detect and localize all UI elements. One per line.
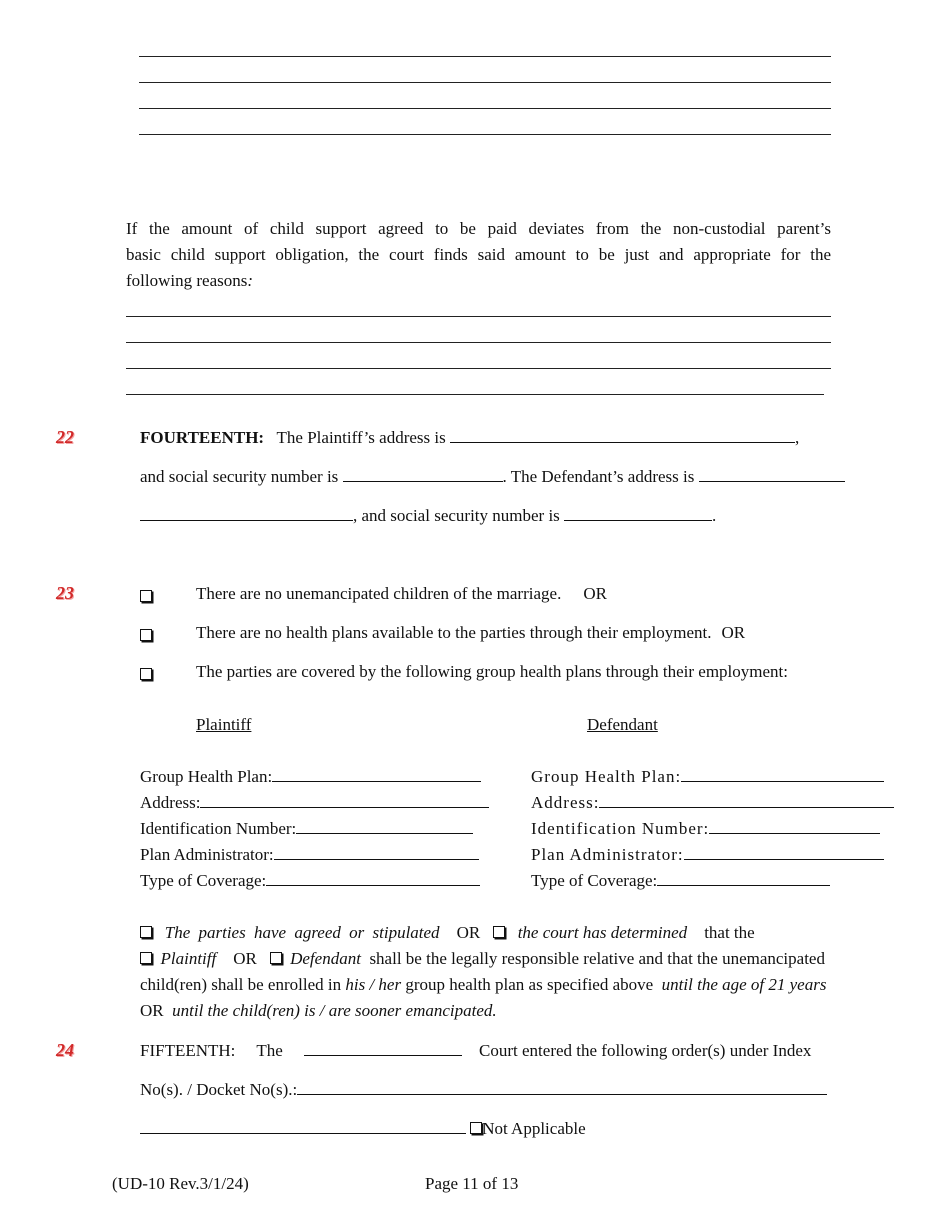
field-label: Address:	[140, 793, 201, 812]
plaintiff-type-of-coverage	[140, 871, 480, 891]
defendant-address-field[interactable]	[699, 467, 845, 482]
field-label: Type of Coverage:	[531, 871, 658, 890]
blank-line	[139, 56, 831, 57]
defendant-group-health-plan	[531, 767, 884, 787]
plaintiff-column-header: Plaintiff	[196, 715, 252, 734]
field-input[interactable]	[599, 793, 894, 808]
defendant-plan-administrator	[531, 845, 884, 865]
defendant-address	[531, 793, 894, 813]
or-text: OR	[456, 923, 481, 942]
checkbox-icon[interactable]	[140, 590, 152, 602]
deviation-line-3	[126, 268, 831, 294]
checkbox-not-applicable[interactable]	[470, 1122, 482, 1134]
plaintiff-ssn-label: and social security number is	[140, 467, 339, 486]
field-label: Type of Coverage:	[140, 871, 267, 890]
fifteenth-line-2	[140, 1080, 827, 1100]
field-label: Address:	[531, 793, 600, 812]
court-name-field[interactable]	[304, 1041, 462, 1056]
defendant-text: Defendant	[290, 949, 361, 968]
checkbox-icon[interactable]	[140, 668, 152, 680]
court-text: the court has determined	[517, 923, 688, 942]
option-no-children	[196, 584, 607, 604]
field-input[interactable]	[272, 767, 481, 782]
text: basic child support obligation, the court finds said amount to be just and appropriate for the	[126, 245, 831, 264]
not-applicable-label: Not Applicable	[482, 1119, 586, 1138]
or-text: OR	[233, 949, 257, 968]
field-input[interactable]	[681, 767, 884, 782]
that-the-text: that the	[704, 923, 755, 942]
agreed-text: The parties have agreed or stipulated	[164, 923, 440, 942]
item-number-22: 22	[56, 427, 74, 447]
item-number-23: 23	[56, 583, 74, 603]
the-text: The	[256, 1041, 283, 1060]
checkbox-icon[interactable]	[140, 629, 152, 641]
defendant-ssn-field[interactable]	[564, 506, 712, 521]
period: .	[712, 506, 717, 525]
checkbox-plaintiff[interactable]	[140, 952, 152, 964]
blank-line	[126, 316, 831, 317]
field-input[interactable]	[274, 845, 479, 860]
shall-text: shall be the legally responsible relative and that the unemancipated	[369, 949, 825, 968]
defendant-address-label: . The Defendant’s address is	[502, 467, 695, 486]
defendant-column-header: Defendant	[587, 715, 658, 734]
stipulation-line-3	[140, 975, 826, 995]
or-text: OR	[583, 584, 607, 603]
field-input[interactable]	[266, 871, 480, 886]
until-21-text: until the age of 21 years	[661, 975, 827, 994]
fifteenth-line-3	[140, 1119, 586, 1139]
checkbox-no-health-plans[interactable]	[140, 626, 152, 646]
checkbox-no-children[interactable]	[140, 587, 152, 607]
item-number-24: 24	[56, 1040, 74, 1060]
option-covered	[196, 662, 788, 682]
field-label: Plan Administrator:	[140, 845, 274, 864]
docket-field-cont[interactable]	[140, 1119, 466, 1134]
checkbox-court-determined[interactable]	[493, 926, 505, 938]
until-emancipated-text: until the child(ren) is / are sooner emancipated.	[172, 1001, 497, 1020]
plaintiff-identification-number	[140, 819, 473, 839]
fourteenth-line-1	[140, 428, 799, 448]
deviation-line-2	[126, 242, 831, 268]
field-input[interactable]	[657, 871, 830, 886]
defendant-ssn-label: , and social security number is	[353, 506, 560, 525]
blank-line	[139, 82, 831, 83]
plaintiff-address-field[interactable]	[450, 428, 795, 443]
field-label: Identification Number:	[140, 819, 297, 838]
blank-line	[139, 134, 831, 135]
fourteenth-line-2	[140, 467, 845, 487]
court-entered-text: Court entered the following order(s) under Index	[479, 1041, 812, 1060]
blank-line	[126, 394, 824, 395]
defendant-identification-number	[531, 819, 880, 839]
colon: :	[247, 271, 254, 290]
group-plan-text: group health plan as specified above	[405, 975, 654, 994]
field-label: Identification Number:	[531, 819, 710, 838]
checkbox-agreed[interactable]	[140, 926, 152, 938]
field-input[interactable]	[684, 845, 884, 860]
option-text: There are no unemancipated children of the marriage.	[196, 584, 562, 603]
his-her-text: his / her	[345, 975, 402, 994]
comma: ,	[794, 428, 800, 447]
deviation-line-1	[126, 216, 831, 242]
field-input[interactable]	[200, 793, 489, 808]
text: If the amount of child support agreed to be paid deviates from the non-custodial parent’s	[126, 219, 831, 238]
page-number: Page 11 of 13	[425, 1174, 519, 1193]
plaintiff-plan-administrator	[140, 845, 479, 865]
stipulation-line-1	[140, 923, 755, 943]
fifteenth-heading: FIFTEENTH:	[140, 1041, 236, 1060]
blank-line	[126, 368, 831, 369]
docket-label: No(s). / Docket No(s).:	[140, 1080, 298, 1099]
field-label: Plan Administrator:	[531, 845, 684, 864]
blank-line	[139, 108, 831, 109]
plaintiff-address	[140, 793, 489, 813]
deviation-paragraph	[126, 216, 831, 294]
checkbox-covered[interactable]	[140, 665, 152, 685]
stipulation-line-2	[140, 949, 825, 969]
or-text: OR	[721, 623, 746, 642]
text: following reasons	[126, 271, 248, 290]
defendant-address-field-cont[interactable]	[140, 506, 353, 521]
blank-line	[126, 342, 831, 343]
option-no-health-plans	[196, 623, 745, 643]
fourteenth-line-3	[140, 506, 716, 526]
field-label: Group Health Plan:	[140, 767, 273, 786]
option-text: There are no health plans available to the parties through their employment.	[196, 623, 712, 642]
field-input[interactable]	[296, 819, 473, 834]
plaintiff-text: Plaintiff	[160, 949, 217, 968]
fifteenth-line-1	[140, 1041, 811, 1061]
defendant-type-of-coverage	[531, 871, 830, 891]
plaintiff-ssn-field[interactable]	[343, 467, 503, 482]
plaintiff-group-health-plan	[140, 767, 481, 787]
field-input[interactable]	[709, 819, 880, 834]
field-label: Group Health Plan:	[531, 767, 682, 786]
plaintiff-address-label: The Plaintiff’s address is	[276, 428, 446, 447]
docket-field[interactable]	[297, 1080, 827, 1095]
option-text: The parties are covered by the following group health plans through their employment:	[196, 662, 788, 681]
form-id: (UD-10 Rev.3/1/24)	[112, 1174, 249, 1193]
checkbox-defendant[interactable]	[270, 952, 282, 964]
enrolled-text: child(ren) shall be enrolled in	[140, 975, 342, 994]
stipulation-line-4	[140, 1001, 497, 1021]
fourteenth-heading: FOURTEENTH:	[140, 428, 265, 447]
or-text: OR	[140, 1001, 164, 1020]
